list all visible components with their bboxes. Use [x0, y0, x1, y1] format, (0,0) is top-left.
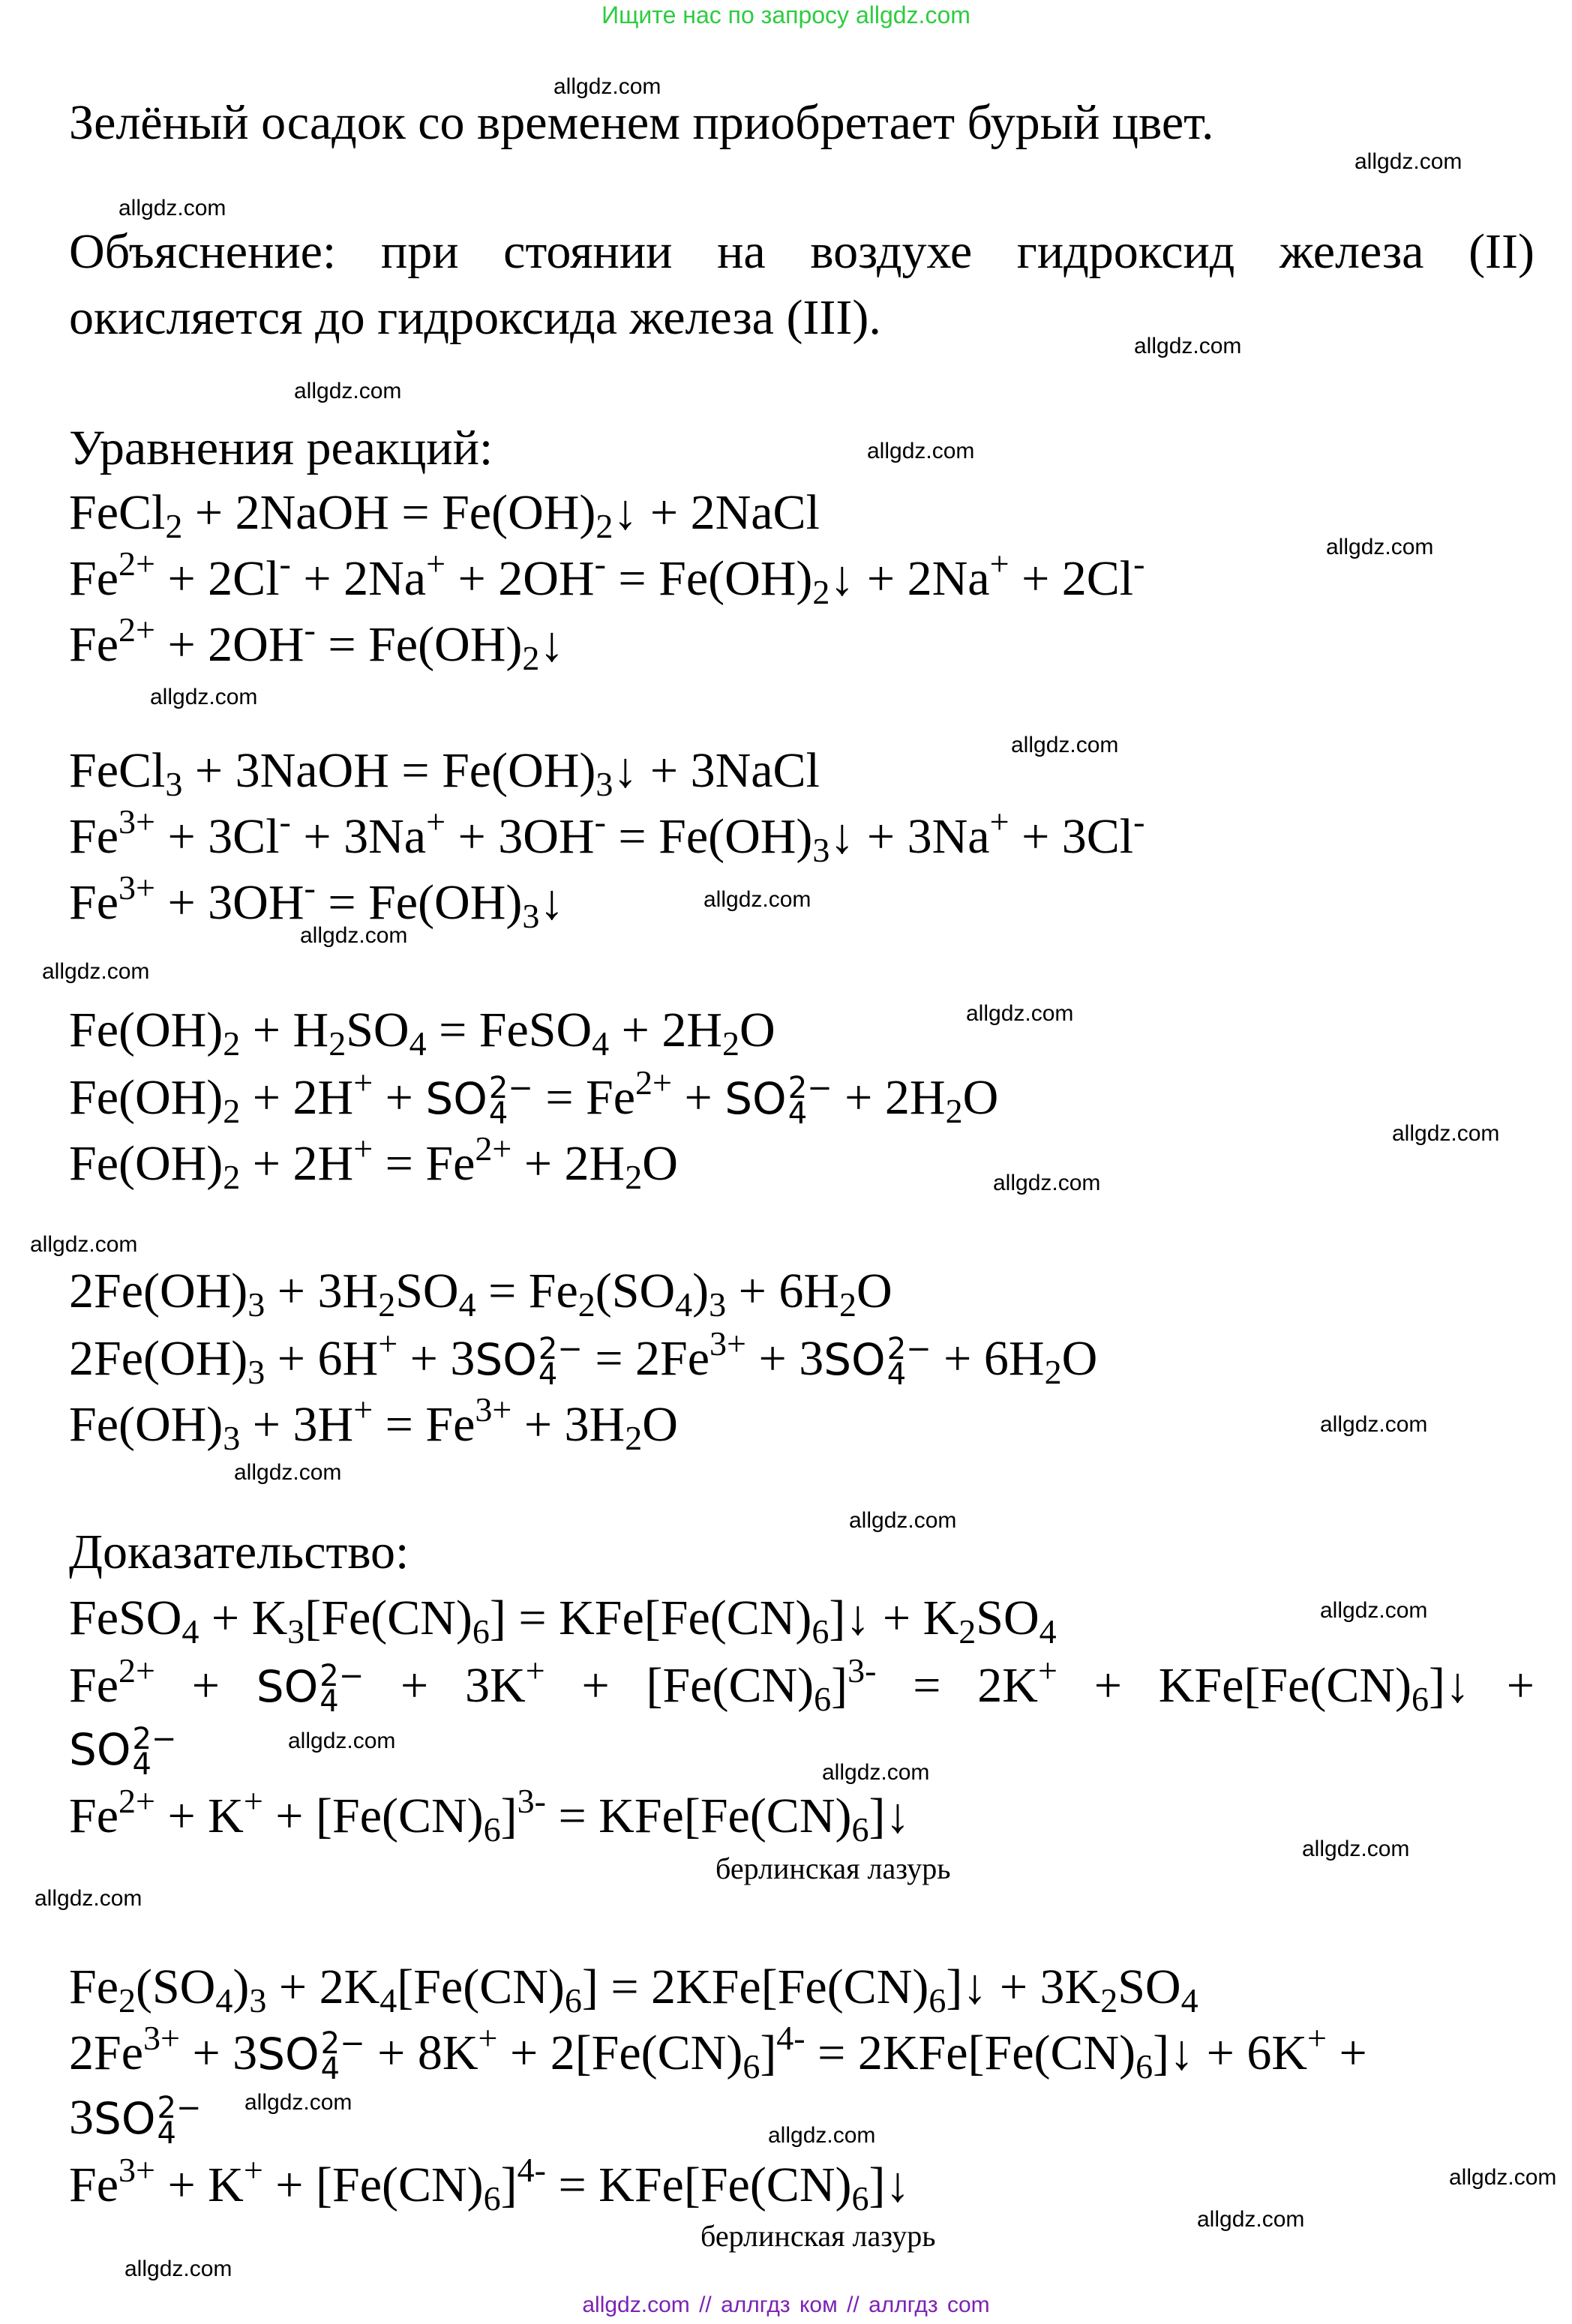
- equation-fecl2-full-ionic: $Fe^{2+} + 2Cl^- + 2Na^+ + 2OH^-$ = $Fe(OH)_2↓ + 2Na^+ + 2Cl^-$: [69, 544, 1145, 611]
- equation-feoh3-short-ionic: $Fe(OH)_3 + 3H^+ = Fe^{3+} + 3H_2O$: [69, 1390, 678, 1457]
- equation-feoh2-full-ionic: $Fe(OH)_2 + 2H^+$ + SO 2− 4 = $Fe^{2+}$ + SO 2− 4 + $2H_2O$: [69, 1063, 999, 1131]
- watermark: allgdz.com: [124, 2257, 232, 2281]
- footer-links[interactable]: allgdz.com // аллгдз ком // аллгдз com: [582, 2293, 990, 2317]
- watermark: allgdz.com: [300, 923, 408, 948]
- equation-feso4-full-ionic-line-1: $Fe^{2+}$ + SO 2− 4 + $3K^+ + [Fe(CN)_6]^{3-} = 2K^+$ + $KFe[Fe(CN)_6]↓$ +: [69, 1651, 1535, 1719]
- equation-fe2so43-full-ionic-line-2: 3SO 2− 4: [69, 2090, 202, 2151]
- equation-fe2so43-short-ionic: $Fe^{3+} + K^+ + [Fe(CN)_6]^{4-}$ = $KFe[Fe(CN)_6]↓$: [69, 2151, 910, 2218]
- watermark: allgdz.com: [234, 1460, 342, 1485]
- equation-fecl3-full-ionic: $Fe^{3+} + 3Cl^- + 3Na^+ + 3OH^-$ = $Fe(OH)_3↓ + 3Na^+ + 3Cl^-$: [69, 802, 1145, 869]
- equation-feoh2-short-ionic: $Fe(OH)_2 + 2H^+ = Fe^{2+} + 2H_2O$: [69, 1129, 678, 1196]
- equation-feoh2-molecular: $Fe(OH)_2 + H_2SO_4$ = FeSO$_4$ + $2H_2O$: [69, 1003, 776, 1063]
- watermark: allgdz.com: [1320, 1598, 1428, 1623]
- watermark: allgdz.com: [1197, 2207, 1305, 2232]
- watermark: allgdz.com: [30, 1232, 138, 1257]
- watermark: allgdz.com: [822, 1760, 930, 1785]
- top-banner[interactable]: Ищите нас по запросу allgdz.com: [602, 1, 970, 28]
- watermark: allgdz.com: [1320, 1412, 1428, 1437]
- watermark: allgdz.com: [704, 887, 812, 912]
- equation-fe2so43-molecular: $Fe_2(SO_4)_3 + 2K_4[Fe(CN)_6]$ = $2KFe[Fe(CN)_6]↓ + 3K_2SO_4$: [69, 1960, 1198, 2020]
- watermark: allgdz.com: [867, 439, 975, 463]
- equation-feso4-full-ionic-line-2: SO 2− 4: [69, 1721, 177, 1782]
- equations-heading: Уравнения реакций:: [69, 421, 494, 475]
- explanation-line-2: окисляется до гидроксида железа (III).: [69, 290, 881, 345]
- prussian-blue-caption: берлинская лазурь: [700, 2219, 936, 2253]
- watermark: allgdz.com: [294, 379, 402, 403]
- watermark: allgdz.com: [1134, 334, 1242, 358]
- watermark: allgdz.com: [849, 1508, 957, 1533]
- equation-fe2so43-full-ionic-line-1: $2Fe^{3+} + 3SO$ 2− 4 + $8K^+ + 2[Fe(CN)_6]^{4-}$ = $2KFe[Fe(CN)_6]↓ + 6K^+$ +: [69, 2019, 1367, 2086]
- watermark: allgdz.com: [993, 1171, 1101, 1195]
- watermark: allgdz.com: [1011, 733, 1119, 757]
- watermark: allgdz.com: [150, 685, 258, 709]
- watermark: allgdz.com: [768, 2123, 876, 2148]
- equation-feso4-molecular: FeSO$_4$ + $K_3[Fe(CN)_6]$ = $KFe[Fe(CN)_6]↓ + K_2SO_4$: [69, 1591, 1057, 1651]
- explanation-line-1: Объяснение: при стоянии на воздухе гидроксид железа (II): [69, 224, 1534, 279]
- equation-feoh3-full-ionic: $2Fe(OH)_3 + 6H^+ + 3SO$ 2− 4 = $2Fe^{3+} + 3SO$ 2− 4 + $6H_2O$: [69, 1324, 1098, 1392]
- watermark: allgdz.com: [1354, 149, 1462, 174]
- watermark: allgdz.com: [34, 1886, 142, 1911]
- equation-fecl2-short-ionic: $Fe^{2+} + 2OH^-$ = $Fe(OH)_2↓$: [69, 610, 565, 677]
- watermark: allgdz.com: [1302, 1837, 1410, 1861]
- equation-fecl3-short-ionic: $Fe^{3+} + 3OH^-$ = $Fe(OH)_3↓$: [69, 868, 565, 935]
- watermark: allgdz.com: [554, 74, 662, 99]
- equation-fecl3-molecular: FeCl$_3$ + 3NaOH = $Fe(OH)_3↓$ + 3NaCl: [69, 743, 820, 803]
- equation-fecl2-molecular: FeCl$_2$ + 2NaOH = $Fe(OH)_2↓$ + 2NaCl: [69, 485, 820, 545]
- proof-heading: Доказательство:: [69, 1525, 410, 1579]
- watermark: allgdz.com: [1326, 535, 1434, 559]
- prussian-blue-caption: берлинская лазурь: [716, 1852, 951, 1885]
- watermark: allgdz.com: [966, 1001, 1074, 1026]
- watermark: allgdz.com: [42, 959, 150, 984]
- watermark: allgdz.com: [288, 1729, 396, 1753]
- watermark: allgdz.com: [118, 196, 226, 220]
- equation-feoh3-molecular: $2Fe(OH)_3 + 3H_2SO_4 = Fe_2(SO_4)_3 + 6H_2O$: [69, 1264, 892, 1324]
- watermark: allgdz.com: [244, 2090, 352, 2115]
- watermark: allgdz.com: [1449, 2165, 1557, 2190]
- watermark: allgdz.com: [1392, 1121, 1500, 1146]
- equation-feso4-short-ionic: $Fe^{2+} + K^+ + [Fe(CN)_6]^{3-}$ = $KFe[Fe(CN)_6]↓$: [69, 1782, 910, 1849]
- observation-text: Зелёный осадок со временем приобретает бурый цвет.: [69, 95, 1214, 150]
